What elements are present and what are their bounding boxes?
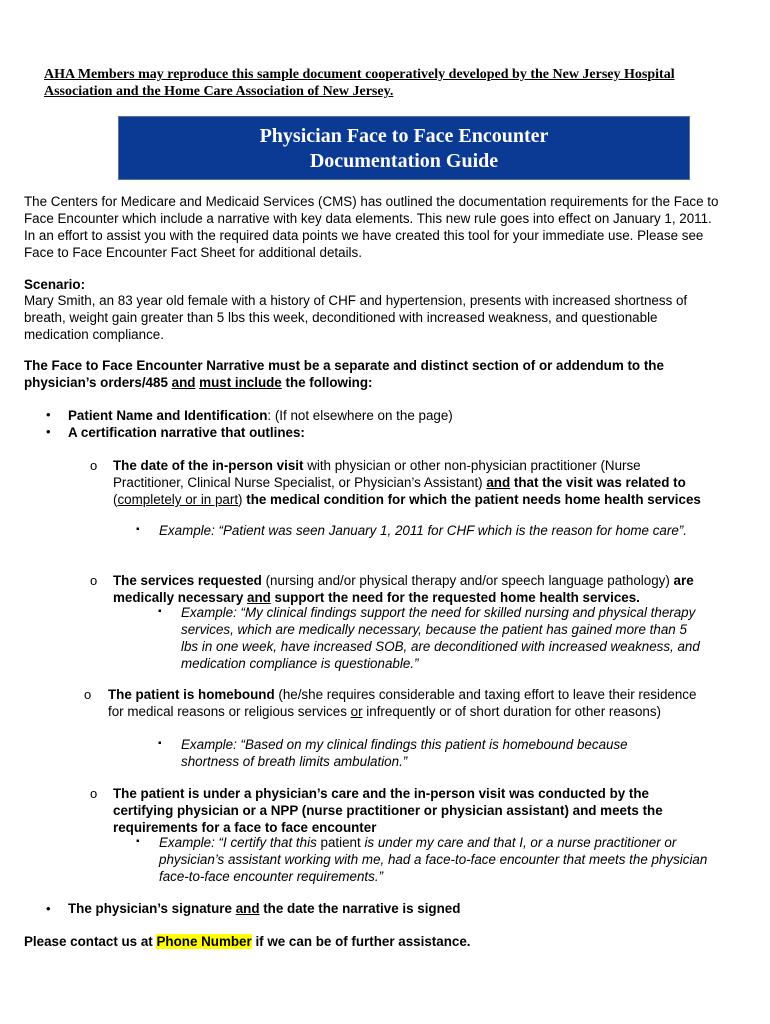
item1-and: and bbox=[486, 475, 511, 490]
bullet-signature-bold-1: The physician’s signature bbox=[68, 901, 236, 916]
item3-example: Example: “Based on my clinical findings this patient is homebound because shortness of breath limits ambulation.” bbox=[181, 737, 628, 769]
item1-text-3: ) bbox=[238, 492, 247, 507]
bullet-patient-name-rest: : (If not elsewhere on the page) bbox=[267, 408, 453, 423]
square-bullet-icon: ▪ bbox=[158, 738, 162, 749]
phone-number-placeholder: Phone Number bbox=[156, 934, 252, 949]
requirement-part-2: the following: bbox=[281, 375, 373, 390]
item3-or: or bbox=[350, 704, 363, 719]
disc-bullet-icon: • bbox=[46, 901, 51, 916]
title-banner bbox=[118, 116, 690, 180]
square-bullet-icon: ▪ bbox=[136, 836, 140, 847]
bullet-signature-bold-2: the date the narrative is signed bbox=[259, 901, 461, 916]
item3-bold-1: The patient is homebound bbox=[108, 687, 275, 702]
item1-bold-1: The date of the in-person visit bbox=[113, 458, 304, 473]
contact-text-1: Please contact us at bbox=[24, 934, 157, 949]
membership-notice bbox=[44, 66, 704, 100]
square-bullet-icon: ▪ bbox=[158, 606, 162, 617]
intro-paragraph: The Centers for Medicare and Medicaid Services (CMS) has outlined the documentation requirements for the Face to Face Encounter which include a narrative with key data elements. This new rule goes into effect on January 1, 2011. In an effort to assist you with the required data points we have created this tool for your immediate use. Please see Face to Face Encounter Fact Sheet for additional details. bbox=[24, 194, 719, 260]
item3-text-2: infrequently or of short duration for other reasons) bbox=[362, 704, 662, 719]
circle-bullet-icon: o bbox=[84, 687, 92, 702]
item1-text-1: with physician or other non-physician practitioner (Nurse Practitioner, Clinical Nurse Specialist, or Physician’s Assistant) bbox=[113, 458, 641, 490]
item1-bold-2: that the visit was related to bbox=[510, 475, 686, 490]
item2-bold-1: The services requested bbox=[113, 573, 262, 588]
circle-bullet-icon: o bbox=[90, 786, 98, 801]
bullet-patient-name-bold: Patient Name and Identification bbox=[68, 408, 268, 423]
bullet-signature-and: and bbox=[235, 901, 260, 916]
square-bullet-icon: ▪ bbox=[136, 524, 140, 535]
title-line-1: Physician Face to Face Encounter bbox=[259, 125, 549, 147]
contact-line bbox=[24, 933, 724, 950]
item3-text-1: (he/she requires considerable and taxing effort to leave their residence for medical reasons or religious services bbox=[108, 687, 697, 719]
item-date-of-visit bbox=[113, 457, 711, 508]
item-physician-care: The patient is under a physician’s care and the in-person visit was conducted by the certifying physician or a NPP (nurse practitioner or physician assistant) and meets the requirements for a face to face encounter bbox=[113, 786, 663, 835]
item4-example-1: Example: “I certify that this bbox=[159, 835, 321, 850]
title-line-2: Documentation Guide bbox=[309, 150, 499, 172]
bullet-patient-name bbox=[68, 407, 708, 424]
scenario-text: Mary Smith, an 83 year old female with a history of CHF and hypertension, presents with increased shortness of breath, weight gain greater than 5 lbs this week, deconditioned with increased weakness, and questionable medication compliance. bbox=[24, 293, 688, 342]
item2-bold-2: are medically necessary bbox=[113, 573, 694, 605]
bullet-signature bbox=[68, 900, 708, 917]
item4-example bbox=[159, 834, 709, 885]
item2-bold-3: support the need for the requested home health services. bbox=[270, 590, 640, 605]
membership-notice-text: AHA Members may reproduce this sample document cooperatively developed by the New Jersey Hospital Association and the Home Care Association of New Jersey. bbox=[44, 67, 675, 99]
contact-text-2: if we can be of further assistance. bbox=[251, 934, 471, 949]
requirement-statement bbox=[24, 357, 724, 391]
item-services-requested bbox=[113, 572, 703, 606]
bullet-certification-narrative: A certification narrative that outlines: bbox=[68, 425, 305, 440]
item2-text-1: (nursing and/or physical therapy and/or speech language pathology) bbox=[261, 573, 674, 588]
item-homebound bbox=[108, 686, 698, 720]
requirement-part-1: The Face to Face Encounter Narrative must be a separate and distinct section of or addendum to the physician’s orders/485 bbox=[24, 358, 664, 390]
item4-example-2: is under my care and that I, or a nurse practitioner or physician’s assistant working with me, had a face-to-face encounter that meets the physician face-to-face encounter requirements.” bbox=[159, 835, 708, 884]
disc-bullet-icon: • bbox=[46, 424, 51, 439]
item1-example: Example: “Patient was seen January 1, 2011 for CHF which is the reason for home care”. bbox=[159, 523, 687, 538]
circle-bullet-icon: o bbox=[90, 458, 98, 473]
item1-bold-3: the medical condition for which the patient needs home health services bbox=[246, 492, 701, 507]
item1-text-2: ( bbox=[113, 492, 118, 507]
disc-bullet-icon: • bbox=[46, 407, 51, 422]
requirement-and: and bbox=[171, 375, 196, 390]
item1-underlined: completely or in part bbox=[117, 492, 239, 507]
scenario-heading: Scenario: bbox=[24, 277, 86, 292]
item2-example: Example: “My clinical findings support the need for skilled nursing and physical therapy services, which are medically necessary, because the patient has gained more than 5 lbs in one week, have increased SOB, are deconditioned with increased weakness, and medication compliance is questionable.” bbox=[181, 605, 700, 671]
requirement-must-include: must include bbox=[199, 375, 282, 390]
item2-and: and bbox=[247, 590, 271, 605]
circle-bullet-icon: o bbox=[90, 573, 98, 588]
item4-example-patient: patient bbox=[320, 835, 361, 850]
